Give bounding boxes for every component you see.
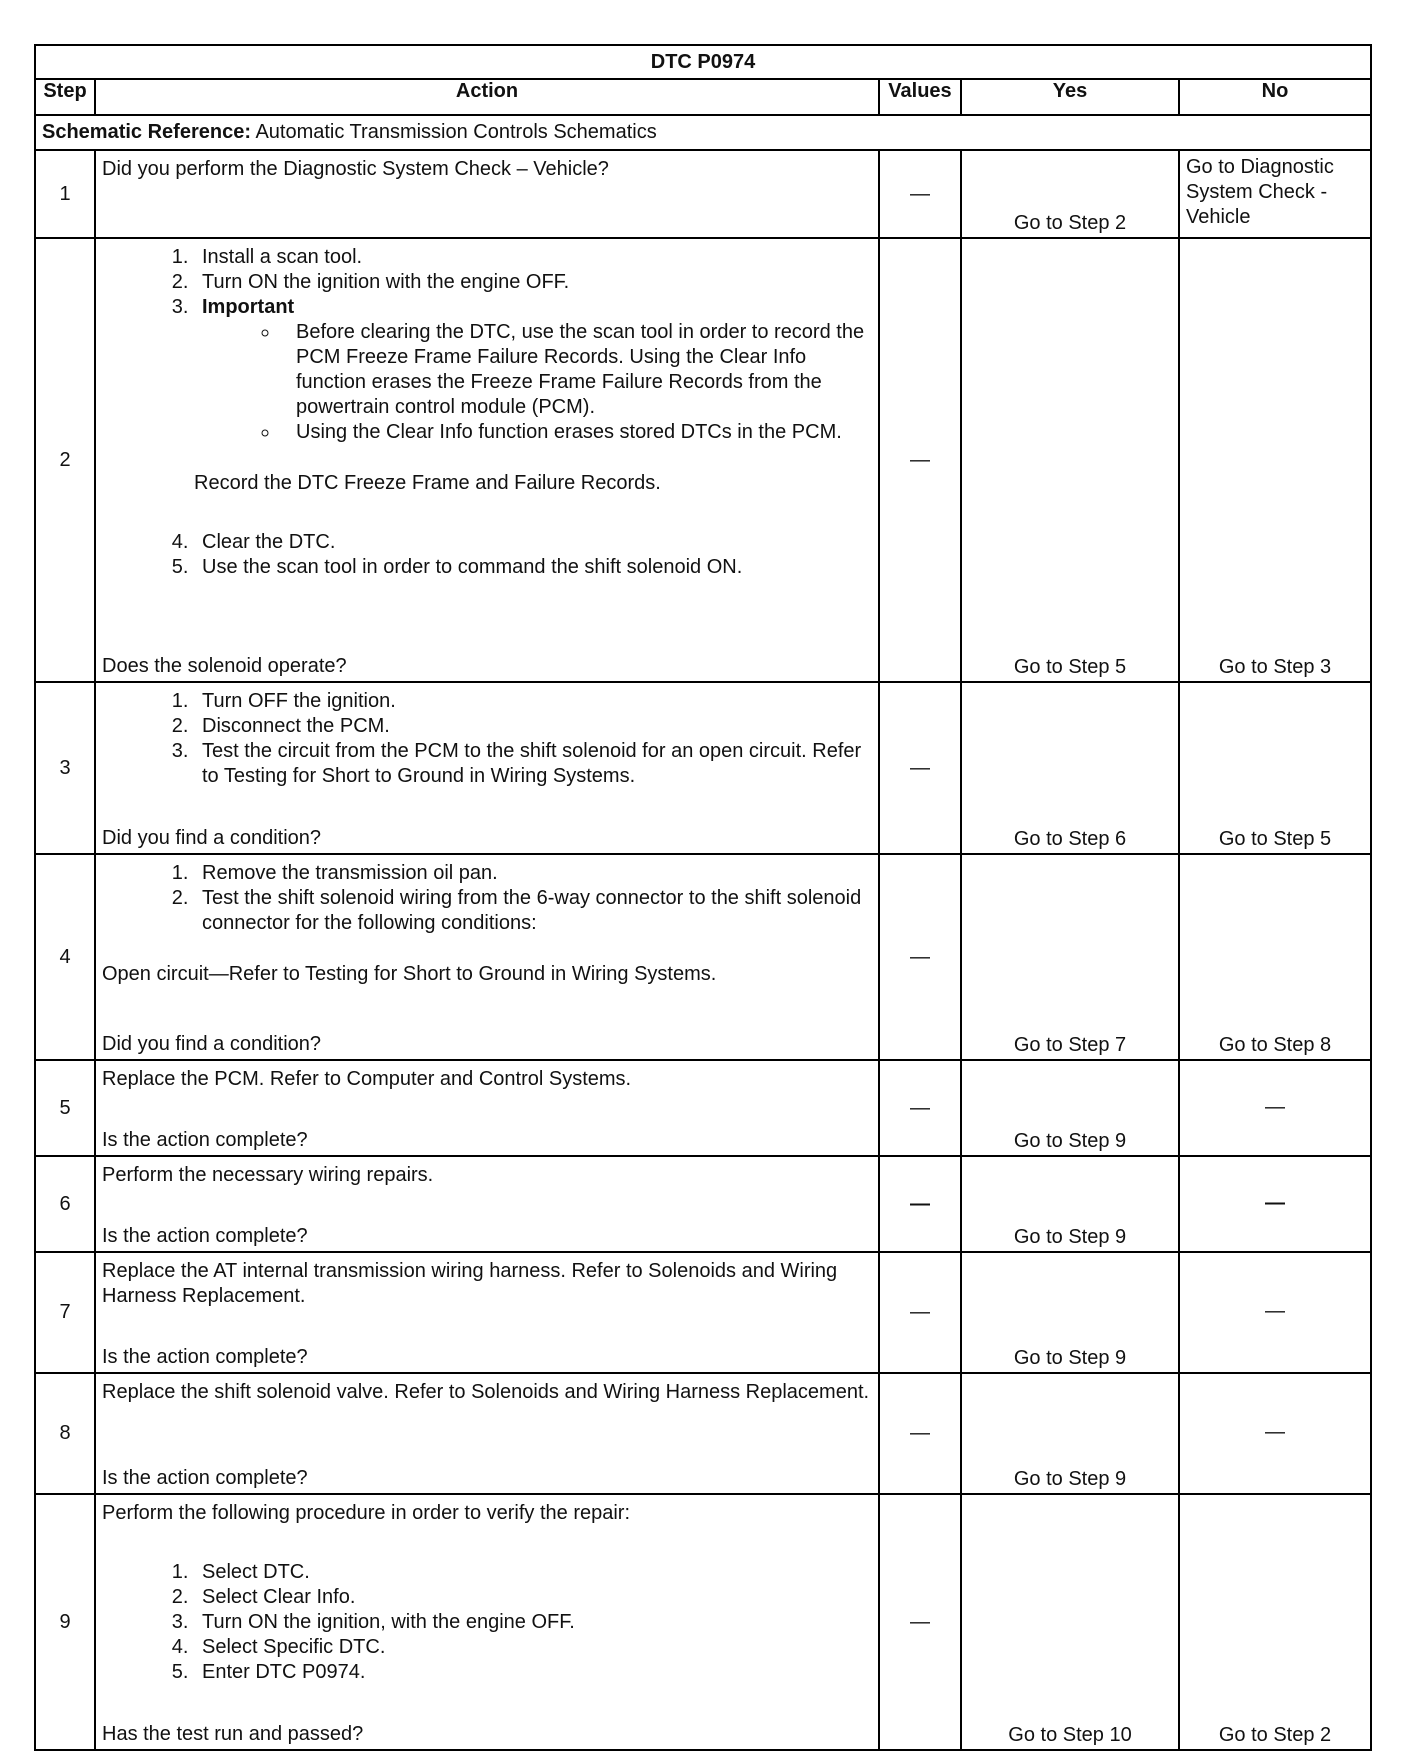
action-steps (102, 245, 872, 445)
action-step (194, 295, 872, 445)
action-text: Replace the PCM. Refer to Computer and Control Systems. (102, 1068, 632, 1090)
important-note: ◦ Using the Clear Info function erases stored DTCs in the PCM. (280, 420, 872, 445)
yes-cell: Go to Step 9 (961, 1252, 1179, 1373)
action-step: 1. Turn OFF the ignition. (194, 689, 872, 714)
table-row (35, 682, 1371, 854)
action-steps (102, 689, 872, 789)
values-cell: — (879, 682, 961, 854)
schematic-row (35, 115, 1371, 150)
no-cell: Go to Diagnostic System Check - Vehicle (1179, 150, 1371, 238)
header-row (35, 79, 1371, 115)
action-question: Did you find a condition? (102, 1033, 322, 1055)
table-row (35, 1156, 1371, 1252)
header-no: No (1179, 79, 1371, 115)
values-cell: — (879, 1156, 961, 1252)
action-step: 1. Select DTC. (194, 1560, 872, 1585)
table-row (35, 854, 1371, 1060)
step-number: 4 (35, 854, 95, 1060)
action-step: 1. Install a scan tool. (194, 245, 872, 270)
values-cell: — (879, 854, 961, 1060)
table-row (35, 238, 1371, 682)
no-cell: Go to Step 2 (1179, 1494, 1371, 1750)
no-cell: — (1179, 1060, 1371, 1156)
header-yes: Yes (961, 79, 1179, 115)
table-row (35, 1373, 1371, 1494)
action-question: Did you find a condition? (102, 827, 322, 849)
table-row (35, 150, 1371, 238)
action-question: Is the action complete? (102, 1225, 308, 1247)
action-text: Replace the shift solenoid valve. Refer to Solenoids and Wiring Harness Replacement. (102, 1381, 870, 1403)
values-cell: — (879, 1060, 961, 1156)
step-number: 9 (35, 1494, 95, 1750)
yes-cell: Go to Step 9 (961, 1373, 1179, 1494)
yes-cell: Go to Step 9 (961, 1060, 1179, 1156)
action-question: Did you perform the Diagnostic System Check – Vehicle? (102, 158, 609, 180)
no-cell: Go to Step 3 (1179, 238, 1371, 682)
step-number: 1 (35, 150, 95, 238)
action-step: 1. Remove the transmission oil pan. (194, 861, 872, 886)
action-step: 2. Test the shift solenoid wiring from the 6-way connector to the shift solenoid connector for the following conditions: (194, 886, 872, 936)
step-number: 6 (35, 1156, 95, 1252)
action-step: 4. Select Specific DTC. (194, 1635, 872, 1660)
table-row (35, 1060, 1371, 1156)
yes-cell: Go to Step 10 (961, 1494, 1179, 1750)
table-row (35, 1494, 1371, 1750)
important-notes (202, 320, 872, 445)
dtc-table (34, 44, 1372, 1751)
no-cell: — (1179, 1373, 1371, 1494)
action-question: Is the action complete? (102, 1467, 308, 1489)
schematic-label: Schematic Reference: (42, 121, 251, 143)
schematic-text: Automatic Transmission Controls Schematics (255, 121, 657, 143)
action-question: Is the action complete? (102, 1129, 308, 1151)
no-cell: Go to Step 5 (1179, 682, 1371, 854)
step-number: 2 (35, 238, 95, 682)
yes-cell: Go to Step 5 (961, 238, 1179, 682)
action-step: 2. Disconnect the PCM. (194, 714, 872, 739)
values-cell: — (879, 1252, 961, 1373)
action-step: 2. Select Clear Info. (194, 1585, 872, 1610)
action-step: 3. Turn ON the ignition, with the engine OFF. (194, 1610, 872, 1635)
table-title: DTC P0974 (35, 45, 1371, 79)
action-steps (102, 861, 872, 936)
header-step: Step (35, 79, 95, 115)
yes-cell: Go to Step 2 (961, 150, 1179, 238)
header-values: Values (879, 79, 961, 115)
header-action: Action (95, 79, 879, 115)
no-cell: — (1179, 1156, 1371, 1252)
yes-cell: Go to Step 7 (961, 854, 1179, 1060)
no-cell: — (1179, 1252, 1371, 1373)
step-number: 7 (35, 1252, 95, 1373)
action-steps (102, 530, 872, 580)
action-step: 4. Clear the DTC. (194, 530, 872, 555)
step-number: 3 (35, 682, 95, 854)
important-note: ◦ Before clearing the DTC, use the scan tool in order to record the PCM Freeze Frame Failure Records. Using the Clear Info function erases the Freeze Frame Failure Records from the powertrain control module (PCM). (280, 320, 872, 420)
no-cell: Go to Step 8 (1179, 854, 1371, 1060)
step-number: 8 (35, 1373, 95, 1494)
action-step: 2. Turn ON the ignition with the engine OFF. (194, 270, 872, 295)
yes-cell: Go to Step 6 (961, 682, 1179, 854)
action-question: Does the solenoid operate? (102, 655, 347, 677)
action-text: Perform the following procedure in order to verify the repair: (102, 1502, 631, 1524)
action-note: Open circuit—Refer to Testing for Short to Ground in Wiring Systems. (102, 963, 717, 985)
yes-cell: Go to Step 9 (961, 1156, 1179, 1252)
action-step: 5. Use the scan tool in order to command the shift solenoid ON. (194, 555, 872, 580)
values-cell: — (879, 1373, 961, 1494)
table-row (35, 1252, 1371, 1373)
important-label: Important (202, 296, 295, 318)
values-cell: — (879, 1494, 961, 1750)
action-text: Replace the AT internal transmission wiring harness. Refer to Solenoids and Wiring Harness Replacement. (102, 1260, 838, 1307)
action-steps (102, 1560, 872, 1685)
action-step: 3. Test the circuit from the PCM to the shift solenoid for an open circuit. Refer to Testing for Short to Ground in Wiring Systems. (194, 739, 872, 789)
action-question: Has the test run and passed? (102, 1723, 364, 1745)
values-cell: — (879, 150, 961, 238)
action-text: Perform the necessary wiring repairs. (102, 1164, 434, 1186)
step-number: 5 (35, 1060, 95, 1156)
action-record: Record the DTC Freeze Frame and Failure Records. (194, 472, 661, 494)
action-step: 5. Enter DTC P0974. (194, 1660, 872, 1685)
values-cell: — (879, 238, 961, 682)
action-question: Is the action complete? (102, 1346, 308, 1368)
